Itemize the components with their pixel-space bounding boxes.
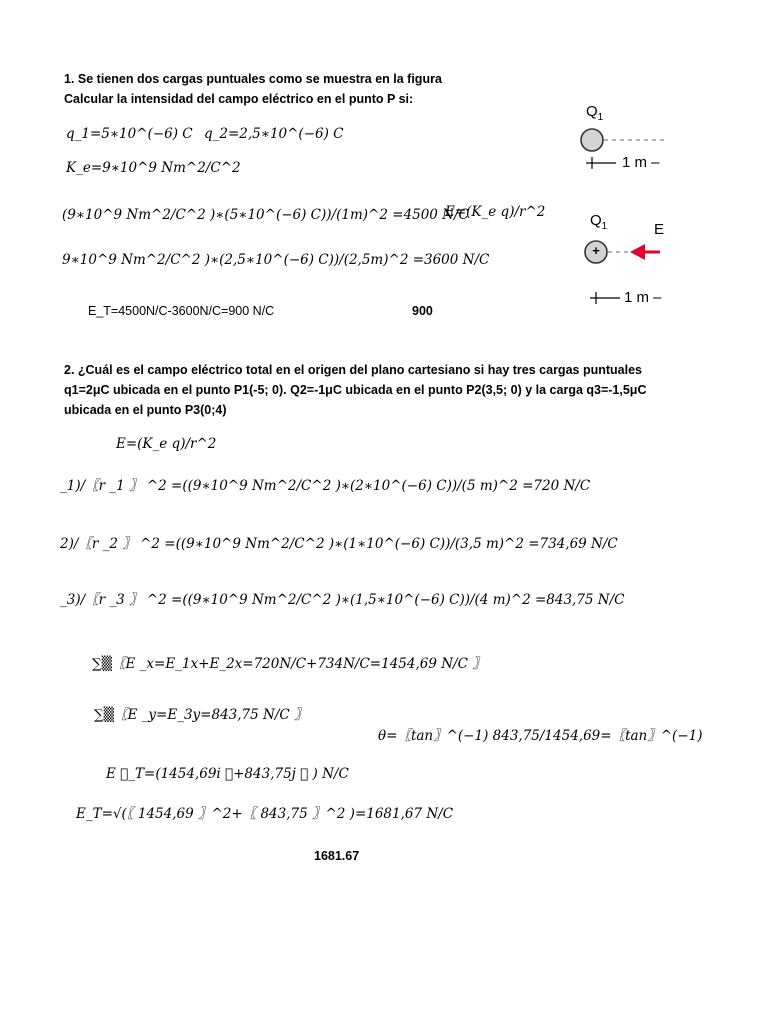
problem2-statement-line1: 2. ¿Cuál es el campo eléctrico total en el origen del plano cartesiano si hay tres cargas puntuales bbox=[64, 363, 642, 377]
charge-circle-top bbox=[581, 129, 603, 151]
problem2-sum-y: ∑▒〖E _y=E_3y=843,75 N/C 〗 bbox=[94, 707, 308, 723]
q1-label-bottom: Q bbox=[590, 212, 602, 229]
problem2-formula: E=(K_e q)/r^2 bbox=[116, 436, 217, 452]
q1-label: Q bbox=[586, 103, 598, 120]
problem2-sum-x: ∑▒〖E _x=E_1x+E_2x=720N/C+734N/C=1454,69 N/C 〗 bbox=[92, 656, 486, 672]
figure-drawing bbox=[570, 95, 668, 320]
charge-figure bbox=[570, 95, 668, 320]
problem2-e3: _3)/〖r _3 〗 ^2 =((9∗10^9 Nm^2/C^2 )∗(1,5∗10^(−6) C))/(4 m)^2 =843,75 N/C bbox=[60, 592, 625, 608]
problem1-total: E_T=4500N/C-3600N/C=900 N/C bbox=[88, 304, 275, 318]
problem2-result: 1681.67 bbox=[314, 849, 360, 863]
problem1-result: 900 bbox=[412, 304, 433, 318]
problem2-magnitude: E_T=√(〖 1454,69 〗^2+〖 843,75 〗^2 )=1681,67 N/C bbox=[76, 806, 454, 822]
distance-label-bottom: 1 m – bbox=[624, 289, 662, 306]
field-arrow-icon bbox=[630, 244, 645, 260]
problem1-ke: K_e=9∗10^9 Nm^2/C^2 bbox=[66, 160, 241, 176]
problem1-calc2: 9∗10^9 Nm^2/C^2 )∗(2,5∗10^(−6) C))/(2,5m)^2 =3600 N/C bbox=[62, 252, 490, 268]
plus-sign-icon: + bbox=[592, 243, 600, 258]
problem1-q2: q_2=2,5∗10^(−6) C bbox=[204, 126, 344, 142]
q1-label-sub: 1 bbox=[597, 112, 604, 123]
e-label: E bbox=[654, 221, 665, 238]
problem2-vector: E ⃗_T=(1454,69i ⃗+843,75j ⃗ ) N/C bbox=[106, 766, 349, 782]
distance-label-top: 1 m – bbox=[622, 154, 660, 171]
problem1-q1: q_1=5∗10^(−6) C bbox=[66, 126, 193, 142]
q1-label-bottom-sub: 1 bbox=[601, 221, 608, 232]
problem2-theta: θ=〖tan〗^(−1) 843,75/1454,69=〖tan〗^(−1) bbox=[378, 728, 703, 744]
problem2-statement-line2: q1=2μC ubicada en el punto P1(-5; 0). Q2=-1μC ubicada en el punto P2(3,5; 0) y la carga q3=-1,5μC bbox=[64, 383, 647, 397]
problem1-statement-line2: Calcular la intensidad del campo eléctrico en el punto P si: bbox=[64, 92, 414, 106]
problem2-statement-line3: ubicada en el punto P3(0;4) bbox=[64, 403, 227, 417]
problem1-formula: E=(K_e q)/r^2 bbox=[445, 204, 546, 220]
problem2-e1: _1)/〖r _1 〗 ^2 =((9∗10^9 Nm^2/C^2 )∗(2∗10^(−6) C))/(5 m)^2 =720 N/C bbox=[60, 478, 591, 494]
problem1-calc1: (9∗10^9 Nm^2/C^2 )∗(5∗10^(−6) C))/(1m)^2 =4500 N/C bbox=[62, 207, 469, 223]
problem2-e2: 2)/〖r _2 〗 ^2 =((9∗10^9 Nm^2/C^2 )∗(1∗10^(−6) C))/(3,5 m)^2 =734,69 N/C bbox=[60, 536, 618, 552]
problem1-statement-line1: 1. Se tienen dos cargas puntuales como se muestra en la figura bbox=[64, 72, 442, 86]
